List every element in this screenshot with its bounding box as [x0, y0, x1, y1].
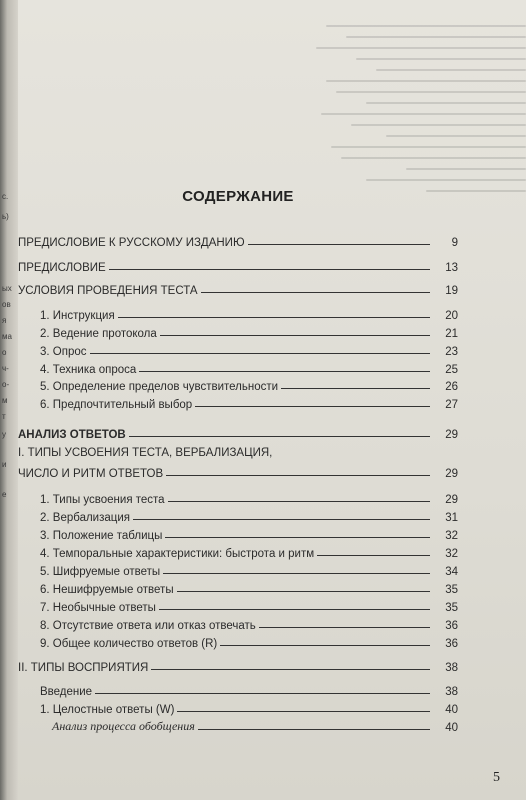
toc-entry — [18, 423, 458, 441]
toc-entry — [40, 340, 458, 358]
leader-line — [201, 292, 430, 293]
table-of-contents-heading: СОДЕРЖАНИЕ — [182, 188, 294, 205]
margin-fragment: о — [2, 348, 7, 357]
toc-entry — [40, 375, 458, 393]
margin-fragment: у — [2, 430, 6, 439]
leader-line — [129, 436, 430, 437]
show-through-text — [296, 16, 526, 206]
margin-fragment: е — [2, 490, 7, 499]
margin-fragment: ов — [2, 300, 11, 309]
leader-line — [139, 371, 430, 372]
toc-entry — [40, 632, 458, 650]
toc-entry — [40, 596, 458, 614]
toc-entry — [18, 279, 458, 297]
page-number: 5 — [493, 770, 500, 785]
toc-entry-title: 8. Отсутствие ответа или отказ отвечать — [40, 620, 256, 632]
toc-entry-title: Анализ процесса обобщения — [52, 719, 195, 733]
toc-entry-title: 4. Техника опроса — [40, 364, 137, 376]
toc-entry-page: 29 — [445, 494, 458, 506]
toc-entry-title: ПРЕДИСЛОВИЕ — [18, 262, 106, 274]
toc-entry-title: 6. Предпочтительный выбор — [40, 399, 193, 411]
margin-fragment: ь) — [2, 212, 9, 221]
toc-entry — [40, 680, 458, 698]
toc-entry-page: 35 — [445, 602, 458, 614]
leader-line — [168, 501, 430, 502]
leader-line — [165, 537, 430, 538]
leader-line — [159, 609, 430, 610]
toc-entry-title: ПРЕДИСЛОВИЕ К РУССКОМУ ИЗДАНИЮ — [18, 237, 245, 249]
toc-entry-title: ЧИСЛО И РИТМ ОТВЕТОВ — [18, 468, 164, 480]
toc-entry-title: 1. Целостные ответы (W) — [40, 704, 175, 716]
leader-line — [163, 573, 430, 574]
toc-entry — [40, 542, 458, 560]
leader-line — [118, 317, 430, 318]
toc-entry-title: Введение — [40, 686, 93, 698]
toc-entry-page: 35 — [445, 584, 458, 596]
toc-entry-page: 40 — [445, 722, 458, 734]
leader-line — [220, 645, 430, 646]
toc-entry-page: 23 — [445, 346, 458, 358]
toc-entry — [40, 614, 458, 632]
leader-line — [177, 591, 430, 592]
margin-fragment: ых — [2, 284, 12, 293]
toc-entry — [40, 358, 458, 376]
toc-entry-page: 26 — [445, 381, 458, 393]
leader-line — [151, 669, 430, 670]
toc-entry-title: 6. Нешифруемые ответы — [40, 584, 174, 596]
leader-line — [109, 269, 430, 270]
toc-entry — [40, 698, 458, 716]
toc-entry-page: 13 — [445, 262, 458, 274]
leader-line — [166, 475, 430, 476]
toc-entry-title: 5. Определение пределов чувствительности — [40, 381, 279, 393]
toc-entry-page: 25 — [445, 364, 458, 376]
toc-entry-page: 40 — [445, 704, 458, 716]
toc-entry-page: 32 — [445, 548, 458, 560]
toc-entry-page: 29 — [445, 468, 458, 480]
toc-entry-title: 1. Типы усвоения теста — [40, 494, 165, 506]
leader-line — [198, 729, 430, 730]
leader-line — [133, 519, 430, 520]
toc-entry-title: 1. Инструкция — [40, 310, 115, 322]
toc-entry-title: 7. Необычные ответы — [40, 602, 156, 614]
leader-line — [317, 555, 430, 556]
leader-line — [95, 693, 430, 694]
toc-entry-page: 19 — [445, 285, 458, 297]
toc-entry-title: 3. Опрос — [40, 346, 87, 358]
toc-entry-title: АНАЛИЗ ОТВЕТОВ — [18, 429, 126, 441]
toc-entry-title: II. ТИПЫ ВОСПРИЯТИЯ — [18, 662, 149, 674]
toc-entry-title: 5. Шифруемые ответы — [40, 566, 161, 578]
margin-fragment: и — [2, 460, 7, 469]
toc-entry-page: 9 — [451, 237, 458, 249]
margin-fragment: ч- — [2, 364, 9, 373]
toc-entry-title: 2. Ведение протокола — [40, 328, 157, 340]
margin-fragment: т — [2, 412, 6, 421]
previous-page-edge — [0, 0, 18, 800]
leader-line — [248, 244, 430, 245]
toc-entry-title: 4. Темпоральные характеристики: быстрота и ритм — [40, 548, 315, 560]
toc-entry-title: УСЛОВИЯ ПРОВЕДЕНИЯ ТЕСТА — [18, 285, 198, 297]
toc-entry — [40, 304, 458, 322]
toc-entry — [18, 656, 458, 674]
toc-entry — [52, 716, 458, 734]
margin-fragment: ма — [2, 332, 12, 341]
leader-line — [160, 335, 430, 336]
toc-entry — [40, 393, 458, 411]
toc-entry — [18, 256, 458, 274]
toc-entry-page: 34 — [445, 566, 458, 578]
toc-entry — [40, 524, 458, 542]
toc-entry-first-line: I. ТИПЫ УСВОЕНИЯ ТЕСТА, ВЕРБАЛИЗАЦИЯ, — [18, 447, 273, 459]
leader-line — [177, 711, 430, 712]
toc-entry-page: 36 — [445, 620, 458, 632]
leader-line — [90, 353, 431, 354]
toc-entry — [18, 231, 458, 249]
toc-entry-page: 38 — [445, 662, 458, 674]
toc-entry-page: 32 — [445, 530, 458, 542]
leader-line — [259, 627, 430, 628]
toc-entry-page: 38 — [445, 686, 458, 698]
toc-entry-page: 20 — [445, 310, 458, 322]
toc-entry-page: 36 — [445, 638, 458, 650]
toc-entry — [40, 578, 458, 596]
toc-entry — [40, 506, 458, 524]
toc-entry-title: 9. Общее количество ответов (R) — [40, 638, 218, 650]
margin-fragment: я — [2, 316, 7, 325]
toc-entry-page: 27 — [445, 399, 458, 411]
toc-entry-page: 31 — [445, 512, 458, 524]
toc-entry-title: 3. Положение таблицы — [40, 530, 163, 542]
leader-line — [195, 406, 430, 407]
leader-line — [281, 388, 430, 389]
toc-entry-title: 2. Вербализация — [40, 512, 131, 524]
toc-entry — [40, 560, 458, 578]
toc-entry-page: 21 — [445, 328, 458, 340]
margin-fragment: о- — [2, 380, 10, 389]
toc-entry-page: 29 — [445, 429, 458, 441]
margin-fragment: с. — [2, 192, 9, 201]
toc-entry — [40, 488, 458, 506]
book-page — [18, 0, 526, 800]
toc-entry — [18, 462, 458, 480]
margin-fragment: м — [2, 396, 8, 405]
toc-entry — [40, 322, 458, 340]
